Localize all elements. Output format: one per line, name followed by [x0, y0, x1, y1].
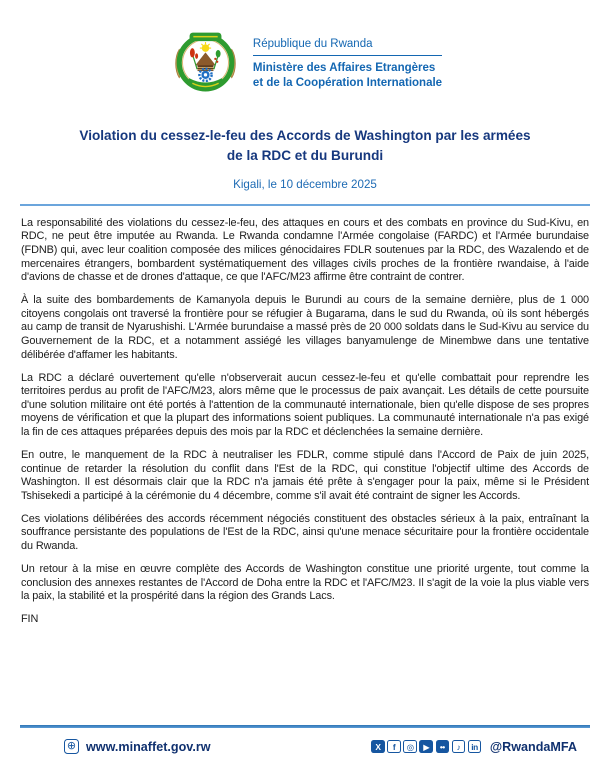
ministry-header: [0, 0, 610, 102]
ministry-name-line2: et de la Coopération Internationale: [252, 77, 443, 89]
paragraph-4: En outre, le manquement de la RDC à neutraliser les FDLR, comme stipulé dans l'Accord de Paix de juin 2025, continue de retarder la résolution du conflit dans l'Est de la RDC, qui constitue l'objectif ultime des Accords de Washington. Il est désormais clair que la RDC n'a jamais été prête à s'engager pour la paix, même si le Président Tshisekedi a participé à la cérémonie du 4 décembre, comme s'il avait été contraint de signer les Accords.: [21, 449, 589, 502]
rwanda-coat-of-arms-logo: [168, 27, 243, 102]
paragraph-2: À la suite des bombardements de Kamanyola depuis le Burundi au cours de la semaine dernière, plus de 1 000 citoyens congolais ont traversé la frontière pour se réfugier à Bugarama, dans le sud du Rwanda, où ils sont hébergés au camp de transit de Nyarushishi. L'Armée burundaise a massé près de 20 000 soldats dans le Sud-Kivu au service du Gouvernement de la RDC, et a notamment assiégé les villages banyamulenge de Minembwe dans une tentative délibérée d'affamer les habitants.: [21, 294, 589, 361]
release-title-line2: de la RDC et du Burundi: [226, 147, 384, 163]
social-group: [371, 740, 577, 754]
bottom-divider: [20, 725, 590, 728]
paragraph-1: La responsabilité des violations du cessez-le-feu, des attaques en cours et des combats en province du Sud-Kivu, en RDC, ne peut être imputée au Rwanda. Le Rwanda condamne l'Armée congolaise (FARDC) et l'Armée burundaise (FDNB) qui, avec leur coalition composée des milices génocidaires FDLR soutenues par la RDC, des Wazalendo et de mercenaires étrangers, bombardent systématiquement des villages civils proches de la frontière rwandaise, à l'aide d'avions de chasse et de drones d'attaque, ce que l'AFC/M23 affirme être contraint de contrer.: [21, 216, 589, 284]
facebook-icon[interactable]: f: [387, 740, 401, 754]
end-marker: FIN: [21, 613, 39, 626]
ministry-name-line1: Ministère des Affaires Etrangères: [252, 62, 436, 75]
website-group: [64, 739, 211, 754]
footer: [0, 739, 610, 754]
release-title-line1: Violation du cessez-le-feu des Accords de Washington par les armées: [79, 128, 531, 143]
release-title: [0, 126, 610, 165]
country-name: République du Rwanda: [253, 38, 442, 56]
release-body: [0, 206, 610, 627]
paragraph-5: Ces violations délibérées des accords récemment négociés constituent des obstacles sérieux à la paix, entraînant la souffrance persistante des populations de l'Est de la RDC, ainsi qu'une menace sécuritaire pour la frontière occidentale du Rwanda.: [21, 512, 589, 553]
youtube-icon[interactable]: ▶: [419, 740, 433, 754]
linkedin-icon[interactable]: in: [468, 740, 482, 754]
x-icon[interactable]: X: [371, 740, 385, 754]
ministry-identity: [253, 38, 442, 90]
dateline: Kigali, le 10 décembre 2025: [233, 178, 377, 192]
instagram-icon[interactable]: ◎: [403, 740, 417, 754]
website-link[interactable]: www.minaffet.gov.rw: [86, 739, 211, 754]
flickr-icon[interactable]: ••: [436, 740, 450, 754]
social-handle: @RwandaMFA: [489, 739, 577, 754]
globe-icon: ⊕: [64, 739, 79, 754]
paragraph-3: La RDC a déclaré ouvertement qu'elle n'observerait aucun cessez-le-feu et qu'elle combattait pour reprendre les territoires perdus au profit de l'AFC/M23, alors même que le processus de paix avançait. Les détails de cette poursuite d'une solution militaire ont été portés à l'attention de la communauté internationale, bien qu'elle dispose de ses propres moyens de vérification et que la plupart des informations soient publiques. La communauté internationale n'a pas exigé la fin de ces attaques préparées depuis des mois par la RDC et déclenchées la semaine dernière.: [21, 371, 589, 438]
paragraph-6: Un retour à la mise en œuvre complète des Accords de Washington constitue une priorité urgente, tout comme la conclusion des annexes restantes de l'Accord de Doha entre la RDC et l'AFC/M23. Il s'agit de la voie la plus viable vers la paix, la stabilité et la prospérité dans la région des Grands Lacs.: [21, 563, 589, 603]
tiktok-icon[interactable]: ♪: [452, 740, 466, 754]
